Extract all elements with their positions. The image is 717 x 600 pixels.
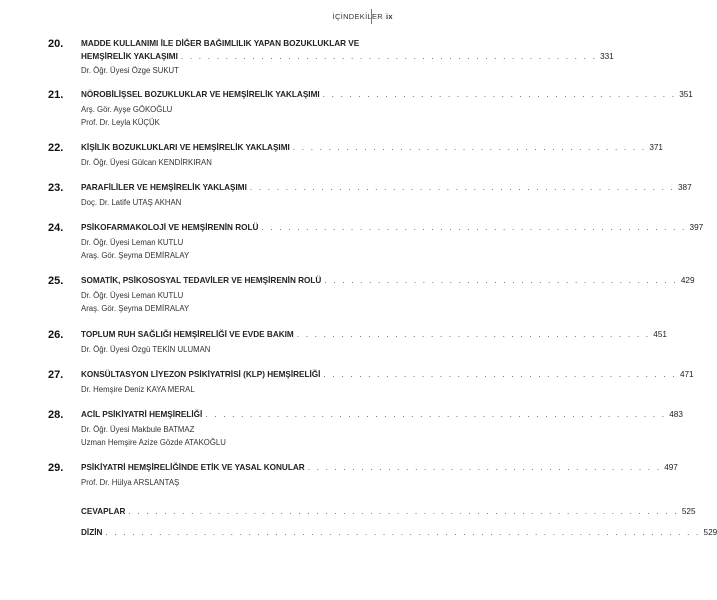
leader-dots: . . . . . . . . . . . . . . . . . . . . . . . . . . . . . . . . . . . . . . . . . . . . . . . . . . . . . . . . . . . . . . . . . . . [105, 528, 701, 537]
author: Dr. Öğr. Üyesi Leman KUTLU [81, 238, 184, 247]
leader-dots: . . . . . . . . . . . . . . . . . . . . . . . . . . . . . . . . . . . . . . . . . . . . . . . [180, 52, 598, 61]
chapter-number: 27. [48, 369, 64, 381]
page-number: 471 [679, 370, 694, 379]
page-number: 429 [680, 276, 695, 285]
chapter-number: 20. [48, 38, 64, 50]
chapter-number: 22. [48, 142, 64, 154]
chapter-title-line [81, 276, 695, 289]
leader-dots: . . . . . . . . . . . . . . . . . . . . . . . . . . . . . . . . . . . . . . . . . . . . . . . . . . . . . . . . . . . . . . [128, 507, 679, 516]
page-number: 371 [649, 143, 663, 152]
chapter-title: CEVAPLAR [81, 507, 126, 516]
header-divider [371, 9, 372, 24]
chapter-title-line [81, 143, 663, 156]
header-title: İÇİNDEKİLER [332, 12, 383, 21]
chapter-title-line [81, 507, 696, 520]
page-number: 483 [669, 410, 683, 419]
author: Dr. Öğr. Üyesi Leman KUTLU [81, 291, 184, 300]
chapter-title: PSİKİYATRİ HEMŞİRELİĞİNDE ETİK VE YASAL KONULAR [81, 463, 305, 472]
chapter-title-line [81, 183, 692, 196]
leader-dots: . . . . . . . . . . . . . . . . . . . . . . . . . . . . . . . . . . . . . . . . [296, 330, 651, 339]
page-number: 331 [600, 52, 614, 61]
chapter-title-line [81, 463, 678, 476]
author: Dr. Hemşire Deniz KAYA MERAL [81, 385, 195, 394]
page-number: 529 [703, 528, 717, 537]
leader-dots: . . . . . . . . . . . . . . . . . . . . . . . . . . . . . . . . . . . . . . . . [292, 143, 647, 152]
chapter-number: 29. [48, 462, 64, 474]
author: Prof. Dr. Hülya ARSLANTAŞ [81, 478, 180, 487]
leader-dots: . . . . . . . . . . . . . . . . . . . . . . . . . . . . . . . . . . . . . . . . . . . . . . . . [261, 223, 687, 232]
chapter-title-line [81, 52, 614, 65]
leader-dots: . . . . . . . . . . . . . . . . . . . . . . . . . . . . . . . . . . . . . . . . [324, 276, 678, 285]
author: Araş. Gör. Şeyma DEMİRALAY [81, 251, 190, 260]
author: Dr. Öğr. Üyesi Özge SUKUT [81, 66, 179, 75]
page-number: 451 [653, 330, 667, 339]
author: Dr. Öğr. Üyesi Gülcan KENDİRKIRAN [81, 158, 212, 167]
chapter-title-line [81, 330, 667, 343]
author: Dr. Öğr. Üyesi Özgü TEKİN ULUMAN [81, 345, 211, 354]
author: Prof. Dr. Leyla KÜÇÜK [81, 118, 160, 127]
leader-dots: . . . . . . . . . . . . . . . . . . . . . . . . . . . . . . . . . . . . . . . . [322, 90, 677, 99]
chapter-title-line [81, 370, 694, 383]
chapter-title: ACİL PSİKİYATRİ HEMŞİRELİĞİ [81, 410, 203, 419]
chapter-title: PSİKOFARMAKOLOJİ VE HEMŞİRENİN ROLÜ [81, 223, 259, 232]
chapter-title: PARAFİLİLER VE HEMŞİRELİK YAKLAŞIMI [81, 183, 247, 192]
page-number: 387 [678, 183, 692, 192]
chapter-number: 26. [48, 329, 64, 341]
author: Arş. Gör. Ayşe GÖKOĞLU [81, 105, 173, 114]
page-number: 497 [664, 463, 678, 472]
chapter-title: KONSÜLTASYON LİYEZON PSİKİYATRİSİ (KLP) HEMŞİRELİĞİ [81, 370, 321, 379]
chapter-number: 24. [48, 222, 64, 234]
chapter-title-line [81, 410, 683, 423]
header-page-number: ix [386, 12, 393, 21]
leader-dots: . . . . . . . . . . . . . . . . . . . . . . . . . . . . . . . . . . . . . . . . [307, 463, 662, 472]
author: Dr. Öğr. Üyesi Makbule BATMAZ [81, 425, 195, 434]
chapter-number: 28. [48, 409, 64, 421]
chapter-title: SOMATİK, PSİKOSOSYAL TEDAVİLER VE HEMŞİRENİN ROLÜ [81, 276, 322, 285]
chapter-title: TOPLUM RUH SAĞLIĞI HEMŞİRELİĞİ VE EVDE BAKIM [81, 330, 294, 339]
chapter-title: NÖROBİLİŞSEL BOZUKLUKLAR VE HEMŞİRELİK YAKLAŞIMI [81, 90, 320, 99]
chapter-title: MADDE KULLANIMI İLE DİĞER BAĞIMLILIK YAPAN BOZUKLUKLAR VE [81, 39, 360, 48]
chapter-title: DİZİN [81, 528, 103, 537]
leader-dots: . . . . . . . . . . . . . . . . . . . . . . . . . . . . . . . . . . . . . . . . [323, 370, 677, 379]
author: Doç. Dr. Latife UTAŞ AKHAN [81, 198, 182, 207]
chapter-title-line [81, 90, 693, 103]
page-number: 397 [689, 223, 704, 232]
chapter-title: KİŞİLİK BOZUKLUKLARI VE HEMŞİRELİK YAKLAŞIMI [81, 143, 290, 152]
chapter-number: 25. [48, 275, 64, 287]
page-number: 525 [681, 507, 696, 516]
author: Araş. Gör. Şeyma DEMİRALAY [81, 304, 190, 313]
chapter-title-line [81, 528, 717, 541]
chapter-title-line [81, 39, 403, 52]
chapter-number: 21. [48, 89, 64, 101]
leader-dots: . . . . . . . . . . . . . . . . . . . . . . . . . . . . . . . . . . . . . . . . . . . . . . . . . . . . [205, 410, 667, 419]
page-number: 351 [679, 90, 693, 99]
leader-dots: . . . . . . . . . . . . . . . . . . . . . . . . . . . . . . . . . . . . . . . . . . . . . . . . [249, 183, 675, 192]
page-header [0, 9, 447, 23]
chapter-number: 23. [48, 182, 64, 194]
chapter-title: HEMŞİRELİK YAKLAŞIMI [81, 52, 178, 61]
chapter-title-line [81, 223, 704, 236]
author: Uzman Hemşire Azize Gözde ATAKOĞLU [81, 438, 226, 447]
